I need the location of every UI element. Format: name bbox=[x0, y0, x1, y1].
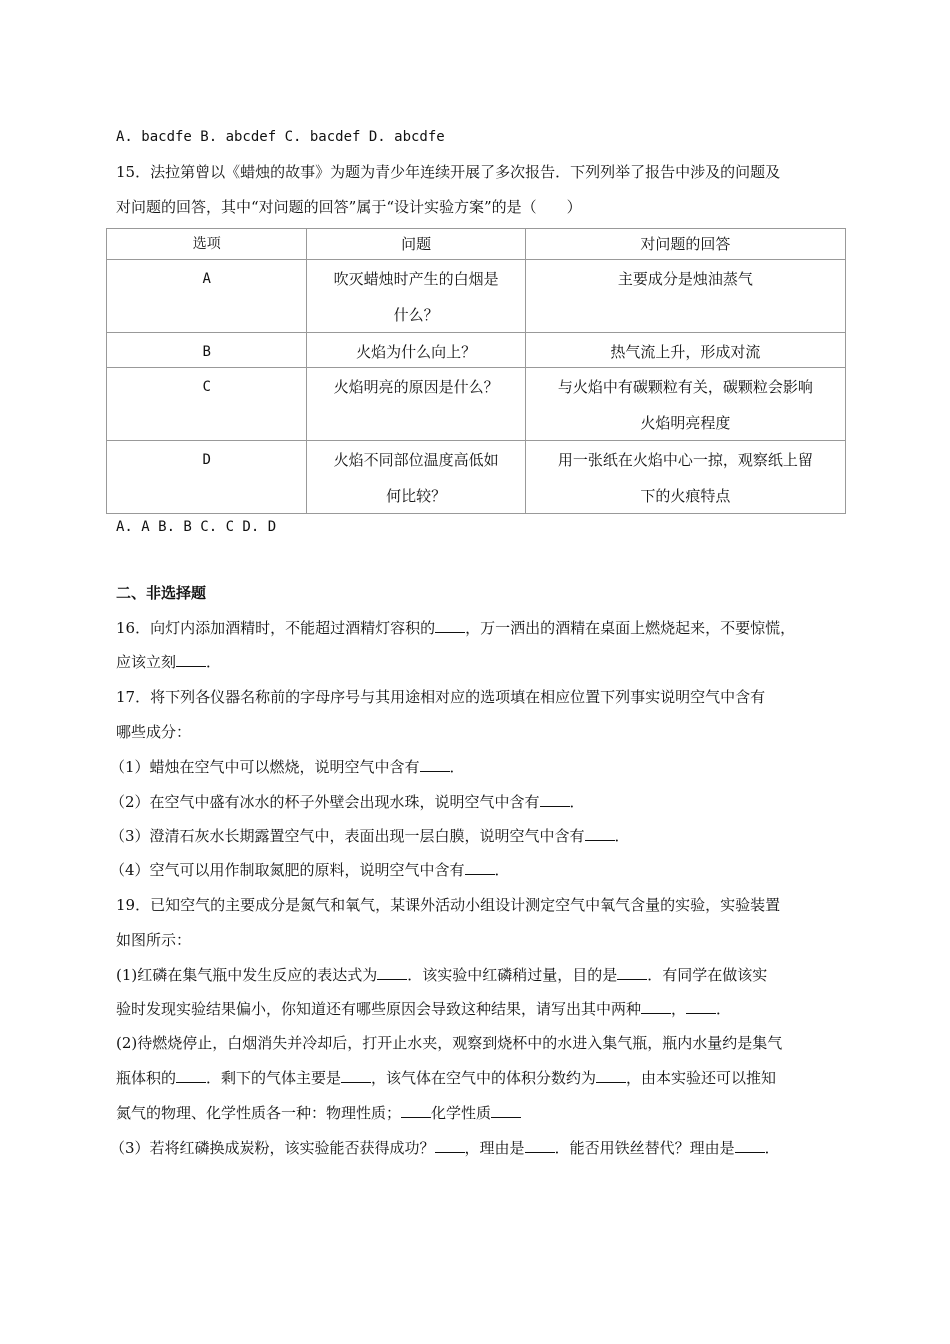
answer-blank bbox=[617, 965, 647, 980]
answer-blank bbox=[465, 860, 495, 875]
q17-stem-line2: 哪些成分： bbox=[116, 723, 192, 741]
row-b-answer: 热气流上升，形成对流 bbox=[525, 333, 845, 368]
q19-stem-line1: 19．已知空气的主要成分是氮气和氧气，某课外活动小组设计测定空气中氧气含量的实验，实验装置 bbox=[116, 896, 781, 914]
answer-blank bbox=[176, 652, 206, 667]
text-span: ，万一洒出的酒精在桌面上燃烧起来，不要惊慌， bbox=[465, 619, 796, 637]
row-c-answer: 与火焰中有碳颗粒有关，碳颗粒会影响 火焰明亮程度 bbox=[525, 368, 845, 441]
table-row-b bbox=[107, 333, 846, 368]
text-span: （4）空气可以用作制取氮肥的原料，说明空气中含有 bbox=[110, 861, 465, 879]
text-span: 瓶体积的 bbox=[116, 1069, 177, 1087]
text-span: ，由本实验还可以推知 bbox=[626, 1069, 777, 1087]
q14-options: A. bacdfe B. abcdef C. bacdef D. abcdfe bbox=[116, 129, 445, 145]
text-span: 16．向灯内添加酒精时，不能超过酒精灯容积的 bbox=[116, 619, 436, 637]
text-span: 验时发现实验结果偏小，你知道还有哪些原因会导致这种结果，请写出其中两种 bbox=[116, 1000, 642, 1018]
text-span: ． bbox=[614, 827, 630, 845]
answer-blank bbox=[641, 999, 671, 1014]
q19-part2-line2 bbox=[116, 1068, 776, 1088]
header-answer: 对问题的回答 bbox=[525, 229, 845, 260]
table-row-a bbox=[107, 260, 846, 333]
text-span: ． bbox=[494, 861, 510, 879]
text-span: （1）蜡烛在空气中可以燃烧，说明空气中含有 bbox=[110, 758, 420, 776]
header-question: 问题 bbox=[307, 229, 525, 260]
text-span: ．该实验中红磷稍过量，目的是 bbox=[407, 966, 618, 984]
row-c-question: 火焰明亮的原因是什么？ bbox=[307, 368, 525, 441]
row-d-answer: 用一张纸在火焰中心一掠，观察纸上留 下的火痕特点 bbox=[525, 441, 845, 514]
answer-blank bbox=[735, 1138, 765, 1153]
text-span: ． bbox=[764, 1139, 780, 1157]
answer-blank bbox=[435, 618, 465, 633]
text-span: ，理由是 bbox=[464, 1139, 525, 1157]
answer-blank bbox=[491, 1103, 521, 1118]
answer-blank bbox=[176, 1068, 206, 1083]
answer-blank bbox=[686, 999, 716, 1014]
text-span: ． bbox=[716, 1000, 732, 1018]
row-a-question: 吹灭蜡烛时产生的白烟是 什么？ bbox=[307, 260, 525, 333]
answer-blank bbox=[377, 965, 407, 980]
answer-blank bbox=[435, 1138, 465, 1153]
text-span: （3）若将红磷换成炭粉，该实验能否获得成功？ bbox=[110, 1139, 435, 1157]
text-span: ． bbox=[449, 758, 465, 776]
text-span: （3）澄清石灰水长期露置空气中，表面出现一层白膜，说明空气中含有 bbox=[110, 827, 585, 845]
q15-stem-line1: 15．法拉第曾以《蜡烛的故事》为题为青少年连续开展了多次报告．下列列举了报告中涉及的问题及 bbox=[116, 163, 781, 181]
section-title: 二、非选择题 bbox=[116, 584, 207, 602]
q15-table bbox=[106, 228, 846, 514]
text-span: ． bbox=[569, 793, 585, 811]
q19-part3 bbox=[110, 1138, 780, 1158]
q15-choices: A. A B. B C. C D. D bbox=[116, 519, 277, 535]
q17-item-2 bbox=[110, 792, 585, 812]
row-b-question: 火焰为什么向上？ bbox=[307, 333, 525, 368]
header-option: 选项 bbox=[107, 229, 307, 260]
q19-part1-line1 bbox=[116, 965, 767, 985]
text-span: 应该立刻 bbox=[116, 653, 177, 671]
row-c-option: C bbox=[107, 368, 307, 441]
q16-line2 bbox=[116, 652, 221, 672]
answer-blank bbox=[525, 1138, 555, 1153]
q19-part2-line3 bbox=[116, 1103, 521, 1123]
text-span: ， bbox=[671, 1000, 687, 1018]
answer-blank bbox=[420, 757, 450, 772]
answer-blank bbox=[585, 826, 615, 841]
answer-blank bbox=[341, 1068, 371, 1083]
row-a-option: A bbox=[107, 260, 307, 333]
table-row-d bbox=[107, 441, 846, 514]
text-span: ．有同学在做该实 bbox=[647, 966, 768, 984]
answer-blank bbox=[596, 1068, 626, 1083]
q17-item-1 bbox=[110, 757, 465, 777]
answer-blank bbox=[401, 1103, 431, 1118]
text-span: ． bbox=[206, 653, 222, 671]
text-span: 氮气的物理、化学性质各一种：物理性质； bbox=[116, 1104, 402, 1122]
text-span: ．剩下的气体主要是 bbox=[206, 1069, 342, 1087]
q19-stem-line2: 如图所示： bbox=[116, 931, 192, 949]
row-b-option: B bbox=[107, 333, 307, 368]
q16-line1 bbox=[116, 618, 795, 638]
text-span: (1)红磷在集气瓶中发生反应的表达式为 bbox=[116, 966, 378, 984]
table-header-row bbox=[107, 229, 846, 260]
row-d-question: 火焰不同部位温度高低如 何比较？ bbox=[307, 441, 525, 514]
text-span: ．能否用铁丝替代？理由是 bbox=[554, 1139, 735, 1157]
q19-part1-line2 bbox=[116, 999, 731, 1019]
q19-part2-line1: (2)待燃烧停止，白烟消失并冷却后，打开止水夹，观察到烧杯中的水进入集气瓶，瓶内水量约是集气 bbox=[116, 1034, 783, 1052]
text-span: （2）在空气中盛有冰水的杯子外壁会出现水珠，说明空气中含有 bbox=[110, 793, 540, 811]
row-a-answer: 主要成分是烛油蒸气 bbox=[525, 260, 845, 333]
answer-blank bbox=[540, 792, 570, 807]
text-span: ，该气体在空气中的体积分数约为 bbox=[371, 1069, 597, 1087]
q17-stem-line1: 17．将下列各仪器名称前的字母序号与其用途相对应的选项填在相应位置下列事实说明空气中含有 bbox=[116, 688, 766, 706]
q17-item-3 bbox=[110, 826, 630, 846]
q15-stem-line2: 对问题的回答，其中“对问题的回答”属于“设计实验方案”的是（ ） bbox=[116, 198, 582, 216]
q17-item-4 bbox=[110, 860, 510, 880]
row-d-option: D bbox=[107, 441, 307, 514]
text-span: 化学性质 bbox=[431, 1104, 492, 1122]
table-row-c bbox=[107, 368, 846, 441]
